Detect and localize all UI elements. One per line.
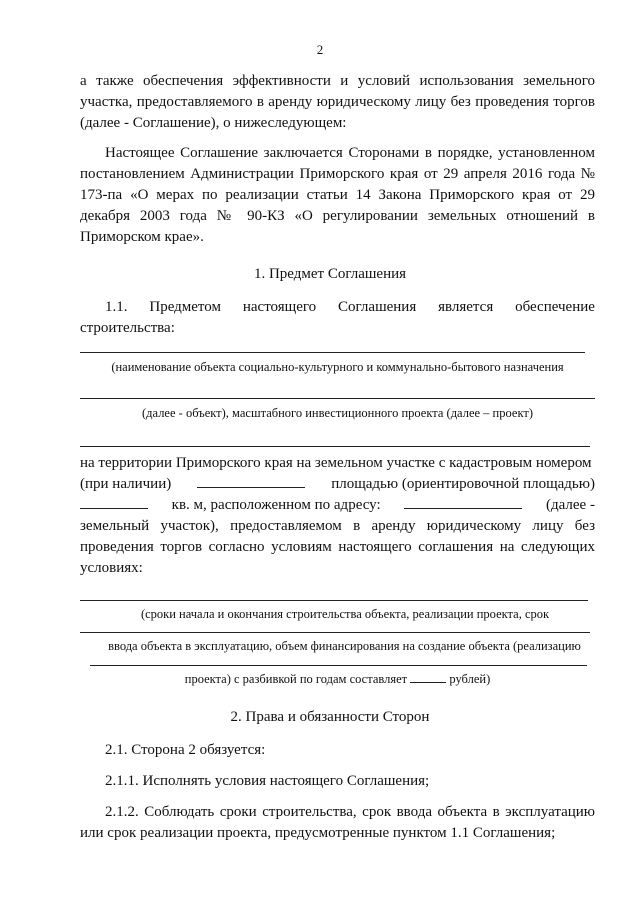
section-2-heading: 2. Права и обязанности Сторон: [230, 709, 430, 725]
clause-1-1-word: 1.1.: [105, 299, 128, 315]
clause-1-1-end: строительства:: [80, 320, 175, 336]
territory-line-2-b: площадью (ориентировочной площадью): [331, 476, 595, 492]
blank-cadastral-number: [197, 474, 305, 488]
clause-1-1-word: обеспечение: [515, 299, 595, 315]
blank-line-terms-1: [80, 600, 588, 601]
blank-line-object-name: [80, 352, 585, 353]
clause-1-1-word: Соглашения: [338, 299, 417, 315]
territory-line-3-a: кв. м, расположенном по адресу:: [171, 497, 381, 513]
territory-rest: земельный участок), предоставляемом в аренду юридическому лицу без проведения торгов согласно условиям настоящего соглашения на следующих условиях:: [80, 518, 595, 576]
blank-line-terms-2: [80, 632, 590, 633]
clause-1-1-word: является: [438, 299, 494, 315]
blank-line-object-project: [80, 398, 595, 399]
caption-terms-2: ввода объекта в эксплуатацию, объем финансирования на создание объекта (реализацию: [108, 639, 581, 653]
clause-1-1: [80, 297, 595, 339]
item-2-1-2: 2.1.2. Соблюдать сроки строительства, срок ввода объекта в эксплуатацию или срок реализации проекта, предусмотренные пунктом 1.1 Соглашения;: [80, 804, 595, 841]
clause-1-1-first-line: [80, 297, 595, 318]
item-2-1-1: 2.1.1. Исполнять условия настоящего Соглашения;: [105, 773, 430, 789]
intro-continuation: а также обеспечения эффективности и условий использования земельного участка, предоставляемого в аренду юридическому лицу без проведения торгов (далее - Соглашение), о нижеследующем:: [80, 73, 595, 131]
caption-object-project: (далее - объект), масштабного инвестиционного проекта (далее – проект): [142, 406, 533, 420]
caption-terms-1: (сроки начала и окончания строительства объекта, реализации проекта, срок: [140, 607, 550, 621]
territory-line-2: [80, 474, 595, 495]
territory-line-3: [80, 495, 595, 516]
item-2-1: 2.1. Сторона 2 обязуется:: [105, 742, 266, 758]
page-number: 2: [316, 42, 324, 57]
agreement-basis-paragraph: Настоящее Соглашение заключается Сторонами в порядке, установленном постановлением Администрации Приморского края от 29 апреля 2016 года № 173-па «О мерах по реализации статьи 14 Закона Приморского края от 29 декабря 2003 года № 90-КЗ «О регулировании земельных отношений в Приморском крае».: [80, 145, 595, 245]
caption-terms-3: [80, 671, 595, 687]
clause-1-1-word: Предметом: [149, 299, 221, 315]
territory-line-1: на территории Приморского края на земельном участке с кадастровым номером: [80, 455, 592, 471]
caption-object-name: (наименование объекта социально-культурного и коммунально-бытового назначения: [111, 360, 564, 374]
section-1-heading: 1. Предмет Соглашения: [253, 266, 407, 282]
territory-line-3-b: (далее -: [546, 497, 595, 513]
blank-budget-amount: [410, 671, 446, 683]
territory-line-2-a: (при наличии): [80, 476, 172, 492]
blank-line-terms-3: [90, 665, 587, 666]
caption-terms-3-b: рублей): [449, 672, 491, 686]
territory-paragraph: [80, 453, 595, 579]
blank-line-extra: [80, 446, 590, 447]
caption-terms-3-a: проекта) с разбивкой по годам составляет: [184, 672, 408, 686]
blank-address: [404, 495, 522, 509]
blank-area: [80, 495, 148, 509]
clause-1-1-word: настоящего: [242, 299, 317, 315]
